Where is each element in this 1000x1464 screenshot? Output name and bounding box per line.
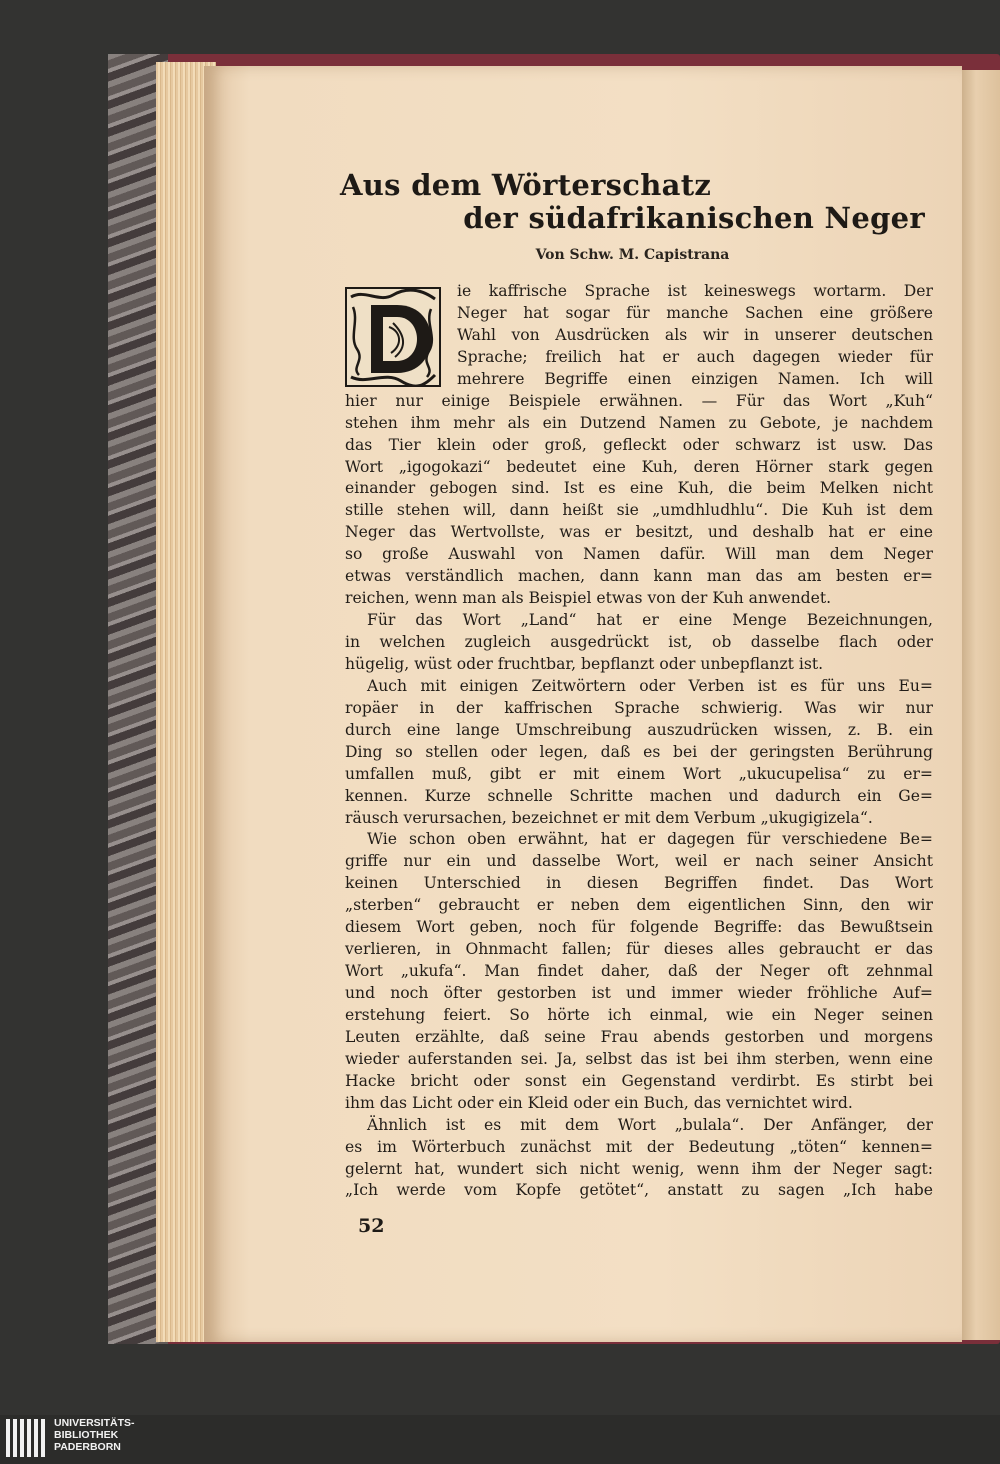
text-line: diesem Wort geben, noch für folgende Begriffe: das Bewußtsein (345, 918, 933, 937)
text-line: und noch öfter gestorben ist und immer wieder fröhliche Auf= (345, 984, 933, 1002)
library-logo-icon (6, 1419, 46, 1457)
text-line: reichen, wenn man als Beispiel etwas von der Kuh anwendet. (345, 589, 832, 608)
library-line-1: UNIVERSITÄTS- (54, 1417, 135, 1429)
text-line: ie kaffrische Sprache ist keineswegs wortarm. Der (457, 282, 933, 300)
text-line: durch eine lange Umschreibung auszudrücken wissen, z. B. ein (345, 720, 933, 739)
text-line: Wahl von Ausdrücken als wir in unserer deutschen (457, 325, 933, 344)
text-line: Wort „ukufa“. Man findet daher, daß der Neger oft zehnmal (345, 962, 933, 981)
text-line: Sprache; freilich hat er auch dagegen wieder für (457, 347, 933, 366)
article-title (340, 168, 925, 238)
text-line: mehrere Begriffe einen einzigen Namen. Ich will (457, 369, 933, 388)
text-line: Für das Wort „Land“ hat er eine Menge Bezeichnungen, (367, 611, 933, 630)
title-line-2: der südafrikanischen Neger (463, 201, 925, 235)
text-line: „Ich werde vom Kopfe getötet“, anstatt zu sagen „Ich habe (345, 1181, 933, 1200)
text-line: in welchen zugleich ausgedrückt ist, ob dasselbe flach oder (345, 633, 933, 651)
text-line: Neger das Wertvollste, was er besitzt, und deshalb hat er eine (345, 523, 933, 542)
text-line: etwas verständlich machen, dann kann man das am besten er= (345, 567, 933, 586)
article-body (345, 281, 933, 1202)
library-line-2: BIBLIOTHEK (54, 1429, 119, 1441)
text-line: griffe nur ein und dasselbe Wort, weil er nach seiner Ansicht (345, 852, 933, 871)
text-line: Wie schon oben erwähnt, hat er dagegen für verschiedene Be= (367, 830, 933, 849)
facing-page-edge (960, 70, 1000, 1340)
text-line: umfallen muß, gibt er mit einem Wort „ukucupelisa“ zu er= (345, 764, 933, 783)
text-line: hier nur einige Beispiele erwähnen. — Für das Wort „Kuh“ (345, 391, 933, 410)
text-line: gelernt hat, wundert sich nicht wenig, wenn ihm der Neger sagt: (345, 1159, 933, 1178)
library-name (54, 1417, 135, 1453)
text-line: das Tier klein oder groß, gefleckt oder schwarz ist usw. Das (345, 435, 933, 454)
text-line: einander gebogen sind. Ist es eine Kuh, die beim Melken nicht (345, 479, 933, 498)
text-line: es im Wörterbuch zunächst mit der Bedeutung „töten“ kennen= (345, 1137, 933, 1156)
text-line: Hacke bricht oder sonst ein Gegenstand verdirbt. Es stirbt bei (345, 1071, 933, 1090)
text-line: kennen. Kurze schnelle Schritte machen und dadurch ein Ge= (345, 786, 933, 805)
text-line: keinen Unterschied in diesen Begriffen findet. Das Wort (345, 874, 933, 893)
text-line: räusch verursachen, bezeichnet er mit dem Verbum „ukugigizela“. (345, 808, 873, 827)
text-line: hügelig, wüst oder fruchtbar, bepflanzt oder unbepflanzt ist. (345, 654, 824, 673)
title-line-1: Aus dem Wörterschatz (340, 168, 712, 202)
footer-bar (0, 1415, 1000, 1464)
library-line-3: PADERBORN (54, 1441, 121, 1453)
page-number: 52 (358, 1215, 385, 1237)
text-line: Auch mit einigen Zeitwörtern oder Verben ist es für uns Eu= (367, 676, 933, 695)
text-line: Wort „igogokazi“ bedeutet eine Kuh, deren Hörner stark gegen (345, 457, 933, 476)
text-line: wieder auferstanden sei. Ja, selbst das ist bei ihm sterben, wenn eine (345, 1049, 933, 1068)
text-line: erstehung feiert. So hörte ich einmal, wie ein Neger seinen (345, 1005, 933, 1024)
text-line: stille stehen will, dann heißt sie „umdhludhlu“. Die Kuh ist dem (345, 501, 933, 520)
text-line: Ding so stellen oder legen, daß es bei der geringsten Berührung (345, 742, 933, 761)
text-line: so große Auswahl von Namen dafür. Will man dem Neger (345, 545, 933, 564)
text-line: Ähnlich ist es mit dem Wort „bulala“. Der Anfänger, der (367, 1115, 933, 1134)
text-line: Leuten erzählte, daß seine Frau abends gestorben und morgens (345, 1027, 933, 1046)
text-line: ihm das Licht oder ein Kleid oder ein Buch, das vernichtet wird. (345, 1093, 853, 1112)
text-line: Neger hat sogar für manche Sachen eine größere (457, 303, 933, 322)
author-byline: Von Schw. M. Capistrana (535, 247, 730, 263)
text-line: „sterben“ gebraucht er neben dem eigentlichen Sinn, den wir (345, 896, 933, 915)
text-line: stehen ihm mehr als ein Dutzend Namen zu Gebote, je nachdem (345, 413, 933, 432)
text-line: verlieren, in Ohnmacht fallen; für dieses alles gebraucht er das (345, 940, 933, 959)
text-line: ropäer in der kaffrischen Sprache schwierig. Was wir nur (345, 698, 933, 717)
